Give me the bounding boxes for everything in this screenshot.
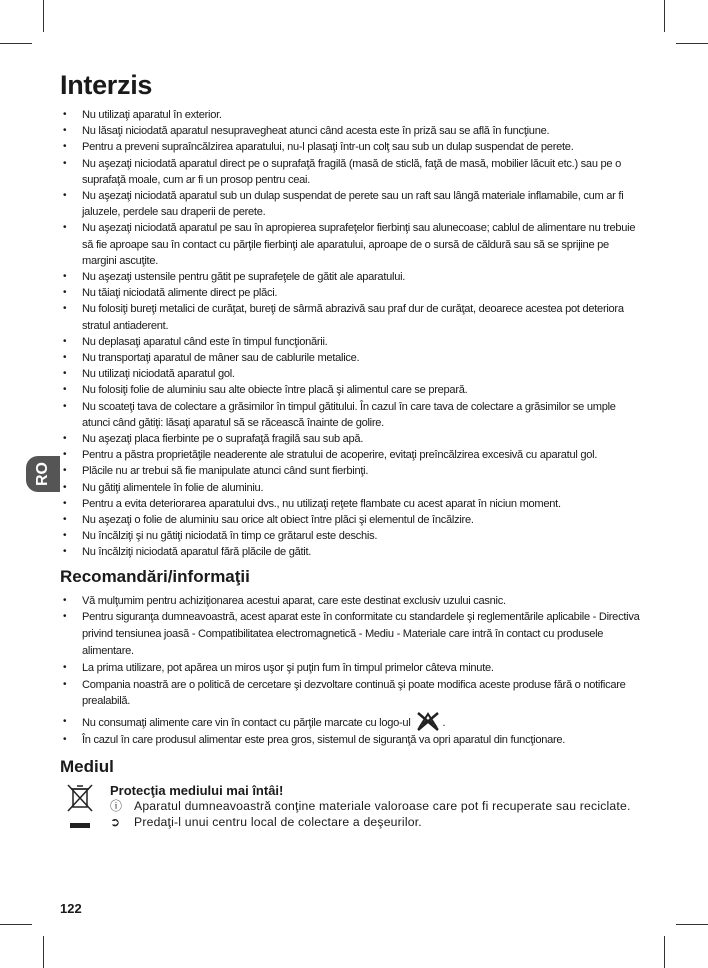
page-content xyxy=(60,70,640,830)
environment-row-text: Aparatul dumneavoastră conţine materiale valoroase care pot fi recuperate sau reciclate. xyxy=(134,799,631,814)
list-item: • Pentru a evita deteriorarea aparatului dvs., nu utilizaţi reţete flambate cu acest aparat în niciun moment. xyxy=(60,496,640,512)
environment-row xyxy=(110,798,640,814)
section-title-interzis: Interzis xyxy=(60,70,153,100)
list-item: • Nu aşezaţi ustensile pentru gătit pe suprafeţele de gătit ale aparatului. xyxy=(60,269,640,285)
list-item: • Nu lăsaţi niciodată aparatul nesupravegheat atunci când acesta este în priză sau se află în funcţiune. xyxy=(60,123,640,139)
environment-subtitle: Protecţia mediului mai întâi! xyxy=(110,783,284,799)
no-food-contact-logo-icon xyxy=(415,710,441,732)
logo-item-end: . xyxy=(442,717,446,730)
environment-block xyxy=(60,783,640,830)
crop-mark xyxy=(664,936,665,968)
list-item xyxy=(60,714,640,732)
crossed-bin-icon xyxy=(66,783,94,833)
list-item: • Pentru a preveni supraîncălzirea aparatului, nu-l plasaţi într-un colţ sau sub un dulap suspendat de perete. xyxy=(60,139,640,155)
environment-row xyxy=(110,814,640,830)
list-item: • Plăcile nu ar trebui să fie manipulate atunci când sunt fierbinţi. xyxy=(60,463,640,479)
list-item: • Nu folosiţi folie de aluminiu sau alte obiecte între placă şi alimentul care se prepară. xyxy=(60,382,640,398)
recomandari-list xyxy=(60,593,640,711)
list-item: • Nu deplasaţi aparatul când este în timpul funcţionării. xyxy=(60,334,640,350)
recomandari-list-extra xyxy=(60,714,640,749)
list-item: • În cazul în care produsul alimentar este prea gros, sistemul de siguranţă va opri aparatul din funcţionare. xyxy=(60,732,640,749)
info-icon: ⓘ xyxy=(110,799,123,814)
list-item: • La prima utilizare, pot apărea un miros uşor şi puţin fum în timpul primelor câteva minute. xyxy=(60,660,640,677)
page-number: 122 xyxy=(60,901,82,916)
list-item: • Nu gătiţi alimentele în folie de aluminiu. xyxy=(60,480,640,496)
list-item: • Nu aşezaţi niciodată aparatul pe sau în apropierea suprafeţelor fierbinţi sau alunecoase; cablul de alimentare nu trebuie să fie aproape sau în contact cu părţile fierbinţi ale aparatului, aproape de o sursă de căldură sau să se sprijine pe margini ascuţite. xyxy=(60,220,640,269)
list-item: • Pentru a păstra proprietăţile neaderente ale stratului de acoperire, evitaţi preîncălzirea excesivă cu aparatul gol. xyxy=(60,447,640,463)
language-tab xyxy=(26,456,60,492)
logo-item-text: Nu consumaţi alimente care vin în contact cu părţile marcate cu logo-ul xyxy=(82,717,411,730)
section-title-mediul: Mediul xyxy=(60,757,114,777)
list-item: • Nu transportaţi aparatul de mâner sau de cablurile metalice. xyxy=(60,350,640,366)
list-item: • Nu aşezaţi o folie de aluminiu sau orice alt obiect între plăci şi elementul de încălzire. xyxy=(60,512,640,528)
crop-mark xyxy=(676,924,708,925)
section-title-recomandari: Recomandări/informaţii xyxy=(60,566,250,586)
list-item: • Nu utilizaţi aparatul în exterior. xyxy=(60,107,640,123)
language-tab-label: RO xyxy=(34,462,51,486)
crop-mark xyxy=(43,936,44,968)
crop-mark xyxy=(0,924,32,925)
crop-mark xyxy=(0,43,32,44)
environment-rows xyxy=(60,798,640,830)
list-item: • Nu încălziţi niciodată aparatul fără plăcile de gătit. xyxy=(60,544,640,560)
arrow-icon: ➲ xyxy=(110,815,121,830)
crop-mark xyxy=(43,0,44,32)
interzis-list xyxy=(60,107,640,561)
list-item: • Nu folosiţi bureţi metalici de curăţat, bureţi de sârmă abrazivă sau praf dur de curăţat, deoarece acestea pot deteriora stratul antiaderent. xyxy=(60,301,640,333)
list-item: • Nu scoateţi tava de colectare a grăsimilor în timpul gătitului. În cazul în care tava de colectare a grăsimilor se umple atunci când gătiţi: lăsaţi aparatul să se răcească înainte de golire. xyxy=(60,399,640,431)
list-item: • Nu tăiaţi niciodată alimente direct pe plăci. xyxy=(60,285,640,301)
list-item: • Compania noastră are o politică de cercetare şi dezvoltare continuă şi poate modifica aceste produse fără o notificare prealabilă. xyxy=(60,677,640,711)
list-item: • Pentru siguranţa dumneavoastră, acest aparat este în conformitate cu standardele şi reglementările aplicabile - Directiva privind tensiunea joasă - Compatibilitatea electromagnetică - Mediu - Materiale care intră în contact cu produsele alimentare. xyxy=(60,609,640,659)
environment-row-text: Predaţi-l unui centru local de colectare a deşeurilor. xyxy=(134,815,422,830)
list-item: • Vă mulţumim pentru achiziţionarea acestui aparat, care este destinat exclusiv uzului casnic. xyxy=(60,593,640,610)
list-item: • Nu încălziţi şi nu gătiţi niciodată în timp ce grătarul este deschis. xyxy=(60,528,640,544)
crop-mark xyxy=(676,43,708,44)
list-item: • Nu aşezaţi niciodată aparatul sub un dulap suspendat de perete sau un raft sau lângă materiale inflamabile, cum ar fi jaluzele, perdele sau draperii de perete. xyxy=(60,188,640,220)
list-item: • Nu aşezaţi placa fierbinte pe o suprafaţă fragilă sau sub apă. xyxy=(60,431,640,447)
list-item: • Nu utilizaţi niciodată aparatul gol. xyxy=(60,366,640,382)
crop-mark xyxy=(664,0,665,32)
list-item: • Nu aşezaţi niciodată aparatul direct pe o suprafaţă fragilă (masă de sticlă, faţă de masă, mobilier lăcuit etc.) sau pe o suprafaţă moale, cum ar fi un prosop pentru ceai. xyxy=(60,156,640,188)
